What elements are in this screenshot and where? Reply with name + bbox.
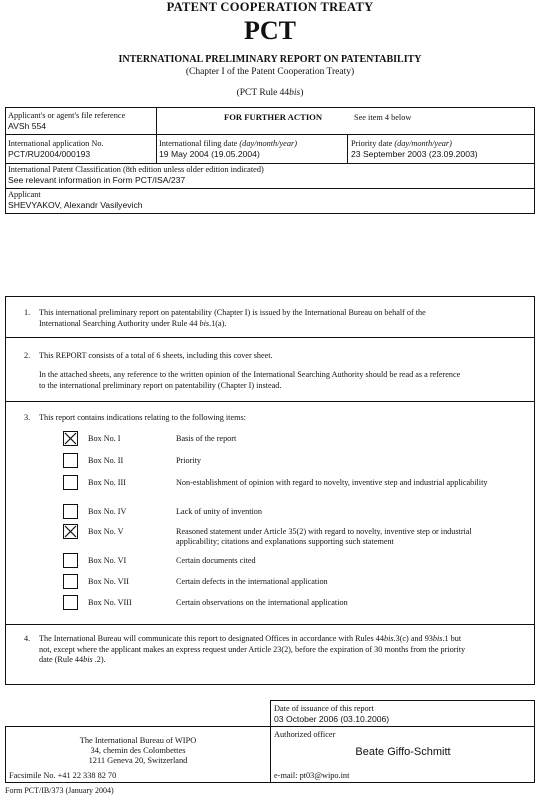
bureau-name: The International Bureau of WIPO bbox=[79, 736, 197, 745]
box-6-checkbox[interactable] bbox=[63, 553, 78, 568]
facsimile-number: Facsimile No. +41 22 338 82 70 bbox=[9, 771, 117, 780]
box-1-label: Box No. I bbox=[88, 434, 121, 443]
item-1-line-1: This international preliminary report on patentability (Chapter I) is issued by the International Bureau on behalf of the bbox=[39, 308, 426, 317]
form-code: Form PCT/IB/373 (January 2004) bbox=[5, 786, 114, 795]
item-4-number: 4. bbox=[24, 634, 31, 643]
item-4-line-1 bbox=[39, 634, 531, 645]
report-items-box bbox=[5, 296, 535, 685]
application-number-label: International application No. bbox=[8, 139, 104, 148]
priority-date-label-text: Priority date bbox=[351, 139, 395, 148]
item-4-text bbox=[39, 634, 531, 666]
priority-date-label bbox=[351, 139, 452, 149]
application-info-table bbox=[5, 107, 535, 214]
box-4-description: Lack of unity of invention bbox=[176, 507, 262, 516]
box-8-label: Box No. VIII bbox=[88, 598, 132, 607]
box-2-label: Box No. II bbox=[88, 456, 124, 465]
item-4-line-1-c: .1 but bbox=[442, 634, 462, 643]
see-item-note: See item 4 below bbox=[354, 113, 412, 122]
applicant-value: SHEVYAKOV, Alexandr Vasilyevich bbox=[8, 200, 143, 210]
box-7-description: Certain defects in the international application bbox=[176, 577, 328, 586]
report-title: INTERNATIONAL PRELIMINARY REPORT ON PATENTABILITY bbox=[118, 54, 422, 65]
item-1-line-2-b: .1(a). bbox=[209, 318, 227, 328]
item-4-line-1-italic-2: bis bbox=[432, 634, 443, 643]
box-5-label: Box No. V bbox=[88, 527, 124, 536]
filing-date-value: 19 May 2004 (19.05.2004) bbox=[159, 149, 260, 159]
box-8-checkbox[interactable] bbox=[63, 595, 78, 610]
box-3-checkbox[interactable] bbox=[63, 475, 78, 490]
bureau-address bbox=[6, 736, 270, 766]
item-2-number: 2. bbox=[24, 351, 31, 360]
item-2-reference-text bbox=[39, 370, 529, 391]
item-4-line-1-italic-1: bis bbox=[383, 634, 394, 643]
item-1-line-2-a: International Searching Authority under Rule 44 bbox=[39, 318, 200, 328]
priority-date-format: (day/month/year) bbox=[394, 139, 452, 148]
box-5-checkbox[interactable] bbox=[63, 524, 78, 539]
chapter-line: (Chapter I of the Patent Cooperation Treaty) bbox=[185, 67, 355, 77]
issuance-date-box bbox=[270, 700, 535, 727]
bureau-officer-box bbox=[5, 726, 535, 783]
box-6-description: Certain documents cited bbox=[176, 556, 256, 565]
rule-line bbox=[0, 88, 540, 98]
ipc-label: International Patent Classification (8th edition unless older edition indicated) bbox=[8, 165, 264, 174]
box-6-label: Box No. VI bbox=[88, 556, 127, 565]
box-7-label: Box No. VII bbox=[88, 577, 130, 586]
applicant-label: Applicant bbox=[8, 190, 41, 199]
box-7-checkbox[interactable] bbox=[63, 574, 78, 589]
file-reference-label: Applicant's or agent's file reference bbox=[8, 111, 126, 120]
item-3-intro: This report contains indications relating to the following items: bbox=[39, 413, 246, 422]
item-4-line-3-italic: bis bbox=[83, 655, 93, 664]
box-3-label: Box No. III bbox=[88, 478, 126, 487]
rule-prefix: (PCT Rule 44 bbox=[236, 88, 290, 98]
ipc-value: See relevant information in Form PCT/ISA/237 bbox=[8, 175, 186, 185]
item-1-line-2-italic: bis bbox=[199, 318, 210, 328]
box-5-check-mark-icon bbox=[64, 525, 77, 538]
pct-acronym: PCT bbox=[244, 16, 296, 45]
officer-email[interactable]: e-mail: pt03@wipo.int bbox=[274, 771, 350, 780]
authorized-officer-label: Authorized officer bbox=[274, 730, 336, 739]
item-4-line-2: not, except where the applicant makes an express request under Article 23(2), before the expiration of 30 months from the priority bbox=[39, 644, 466, 654]
item-3-number: 3. bbox=[24, 413, 31, 422]
bureau-city: 1211 Geneva 20, Switzerland bbox=[88, 756, 188, 765]
filing-date-label-text: International filing date bbox=[159, 139, 240, 148]
item-1-line-2 bbox=[39, 319, 529, 330]
rule-italic: bis bbox=[289, 88, 301, 98]
treaty-heading: PATENT COOPERATION TREATY bbox=[166, 0, 374, 14]
item-2-reference-line-1: In the attached sheets, any reference to the written opinion of the International Searching Authority should be read as a reference bbox=[39, 370, 461, 379]
box-8-description: Certain observations on the international application bbox=[176, 598, 348, 607]
box-1-description: Basis of the report bbox=[176, 434, 237, 443]
filing-date-label bbox=[159, 139, 297, 149]
box-1-checkbox[interactable] bbox=[63, 431, 78, 446]
item-1-text bbox=[39, 308, 529, 329]
box-4-label: Box No. IV bbox=[88, 507, 127, 516]
bureau-street: 34, chemin des Colombettes bbox=[90, 746, 186, 755]
item-1-number: 1. bbox=[24, 308, 31, 317]
box-1-check-mark-icon bbox=[64, 432, 77, 445]
box-4-checkbox[interactable] bbox=[63, 504, 78, 519]
item-4-line-1-a: The International Bureau will communicate this report to designated Offices in accordance with Rules 44 bbox=[39, 634, 384, 643]
issuance-date-value: 03 October 2006 (03.10.2006) bbox=[274, 714, 390, 724]
box-3-description: Non-establishment of opinion with regard to novelty, inventive step and industrial applicability bbox=[176, 478, 488, 487]
priority-date-value: 23 September 2003 (23.09.2003) bbox=[351, 149, 478, 159]
item-2-reference-line-2: to the international preliminary report on patentability (Chapter I) instead. bbox=[39, 380, 282, 390]
item-4-line-3-a: date (Rule 44 bbox=[39, 655, 84, 664]
further-action-label: FOR FURTHER ACTION bbox=[224, 112, 323, 122]
file-reference-value: AVSh 554 bbox=[8, 121, 47, 131]
item-4-line-3 bbox=[39, 655, 531, 666]
application-number-value: PCT/RU2004/000193 bbox=[8, 149, 91, 159]
item-2-sheets-text: This REPORT consists of a total of 6 sheets, including this cover sheet. bbox=[39, 351, 273, 360]
rule-suffix: ) bbox=[300, 88, 304, 98]
item-4-line-3-b: .2). bbox=[92, 655, 106, 664]
authorized-officer-name: Beate Giffo-Schmitt bbox=[355, 746, 451, 758]
issuance-date-label: Date of issuance of this report bbox=[274, 704, 374, 713]
box-2-checkbox[interactable] bbox=[63, 453, 78, 468]
item-4-line-1-b: .3(c) and 93 bbox=[393, 634, 433, 643]
box-2-description: Priority bbox=[176, 456, 202, 465]
box-5-description: Reasoned statement under Article 35(2) with regard to novelty, inventive step or industrial applicability; citations and explanations supporting such statement bbox=[176, 527, 472, 546]
filing-date-format: (day/month/year) bbox=[239, 139, 298, 148]
